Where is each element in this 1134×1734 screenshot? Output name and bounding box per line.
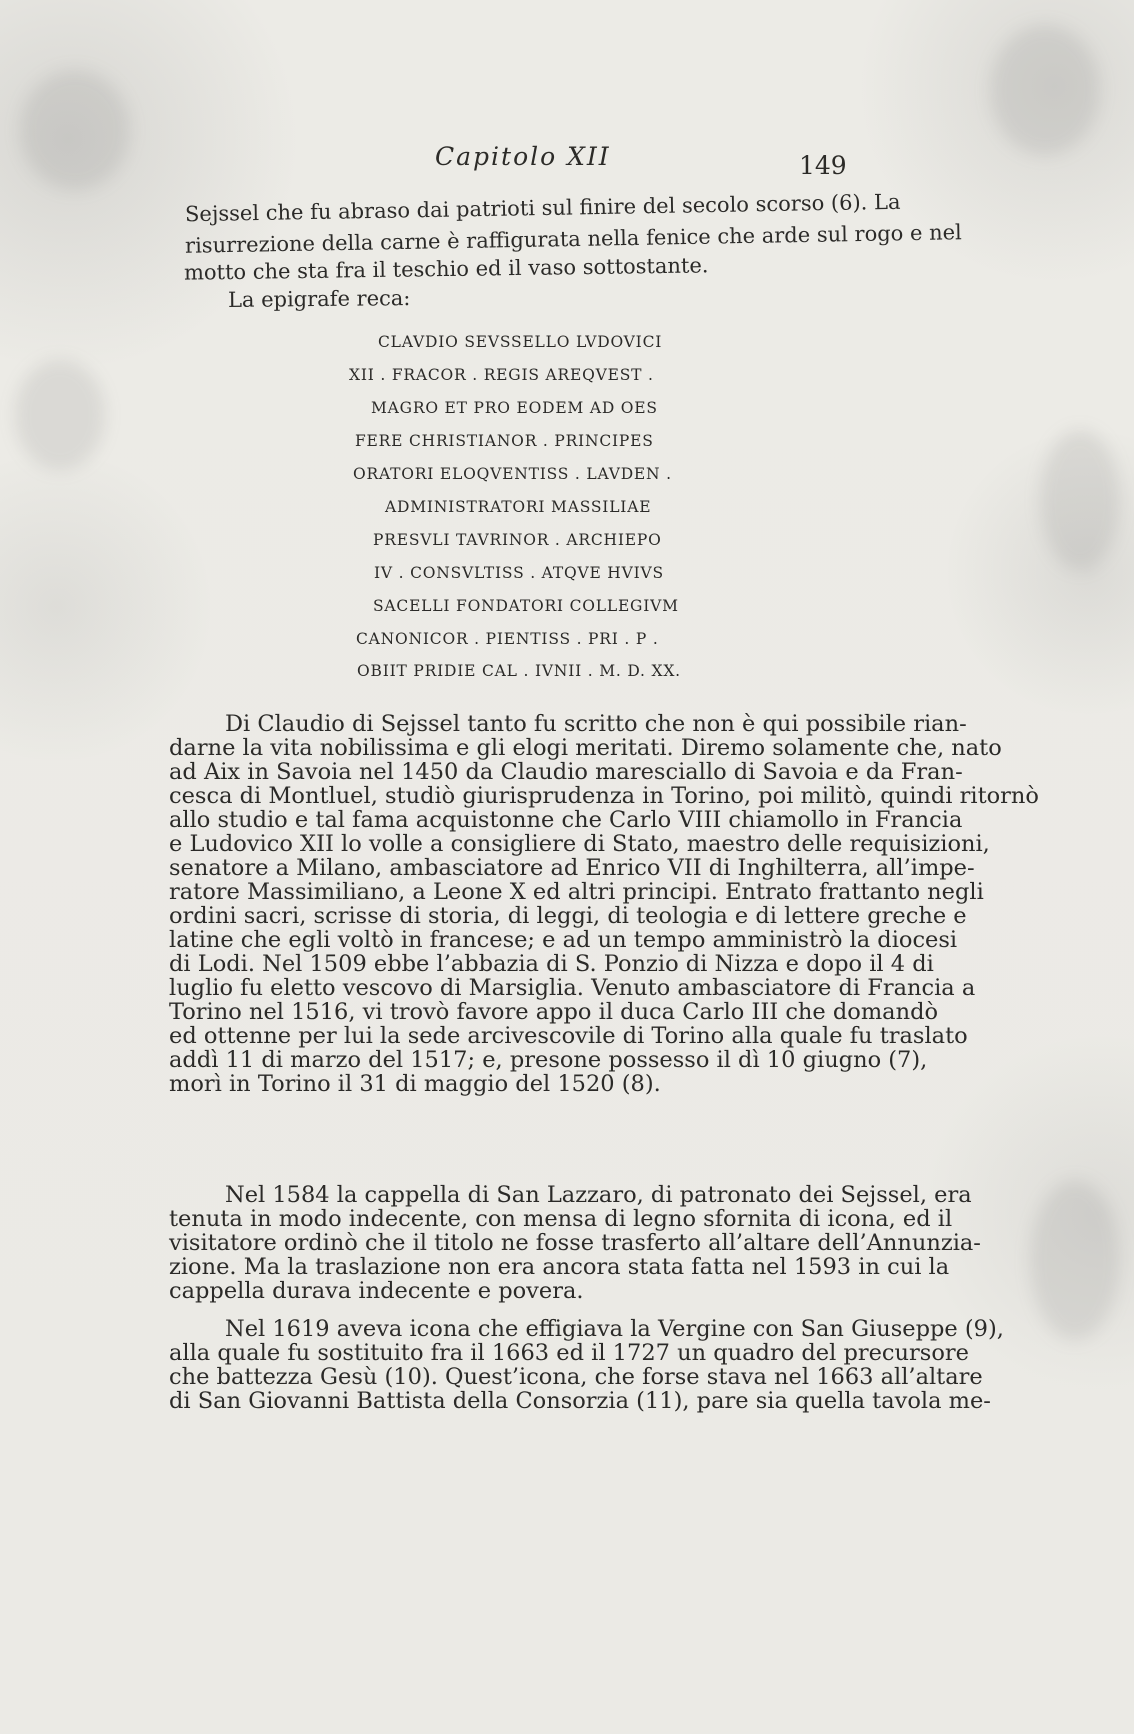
paragraph-line: senatore a Milano, ambasciatore ad Enrico VII di Inghilterra, all’impe- — [169, 855, 975, 881]
paragraph-line: addì 11 di marzo del 1517; e, presone possesso il dì 10 giugno (7), — [169, 1047, 928, 1073]
paragraph-line: morì in Torino il 31 di maggio del 1520 (8). — [169, 1071, 661, 1097]
inscription-line: CANONICOR . PIENTISS . PRI . P . — [356, 630, 659, 648]
intro-line: La epigrafe reca: — [227, 286, 411, 312]
page-number: 149 — [799, 151, 847, 180]
paragraph-line: luglio fu eletto vescovo di Marsiglia. Venuto ambasciatore di Francia a — [169, 975, 976, 1001]
paragraph-line: zione. Ma la traslazione non era ancora stata fatta nel 1593 in cui la — [169, 1254, 950, 1280]
paragraph-line: ed ottenne per lui la sede arcivescovile di Torino alla quale fu traslato — [169, 1023, 968, 1049]
intro-line: Sejssel che fu abraso dai patrioti sul finire del secolo scorso (6). La — [184, 189, 901, 227]
paragraph-line: di San Giovanni Battista della Consorzia (11), pare sia quella tavola me- — [169, 1388, 991, 1414]
paragraph-line: ad Aix in Savoia nel 1450 da Claudio maresciallo di Savoia e da Fran- — [169, 759, 963, 785]
inscription-line: SACELLI FONDATORI COLLEGIVM — [373, 597, 679, 615]
paragraph-line: Nel 1619 aveva icona che effigiava la Vergine con San Giuseppe (9), — [225, 1316, 1004, 1342]
paragraph-line: tenuta in modo indecente, con mensa di legno sfornita di icona, ed il — [169, 1206, 953, 1232]
paragraph-line: e Ludovico XII lo volle a consigliere di Stato, maestro delle requisizioni, — [169, 831, 990, 857]
inscription-line: ORATORI ELOQVENTISS . LAVDEN . — [353, 465, 672, 483]
running-title: Capitolo XII — [435, 142, 611, 171]
paragraph-line: Nel 1584 la cappella di San Lazzaro, di patronato dei Sejssel, era — [225, 1182, 972, 1208]
paragraph-line: Di Claudio di Sejssel tanto fu scritto che non è qui possibile rian- — [225, 711, 967, 737]
paragraph-line: ratore Massimiliano, a Leone X ed altri principi. Entrato frattanto negli — [169, 879, 984, 905]
paragraph-line: ordini sacri, scrisse di storia, di leggi, di teologia e di lettere greche e — [169, 903, 967, 929]
inscription-line: IV . CONSVLTISS . ATQVE HVIVS — [374, 564, 664, 582]
inscription-line: PRESVLI TAVRINOR . ARCHIEPO — [373, 531, 662, 549]
inscription-line: OBIIT PRIDIE CAL . IVNII . M. D. XX. — [357, 662, 681, 680]
paragraph-line: di Lodi. Nel 1509 ebbe l’abbazia di S. Ponzio di Nizza e dopo il 4 di — [169, 951, 934, 977]
intro-line: risurrezione della carne è raffigurata nella fenice che arde sul rogo e nel — [184, 220, 962, 258]
inscription-line: CLAVDIO SEVSSELLO LVDOVICI — [378, 333, 663, 351]
paragraph-line: alla quale fu sostituito fra il 1663 ed il 1727 un quadro del precursore — [169, 1340, 969, 1366]
inscription-line: ADMINISTRATORI MASSILIAE — [385, 498, 652, 516]
paragraph-line: Torino nel 1516, vi trovò favore appo il duca Carlo III che domandò — [169, 999, 939, 1025]
paragraph-line: cappella durava indecente e povera. — [169, 1278, 584, 1304]
paragraph-line: cesca di Montluel, studiò giurisprudenza in Torino, poi militò, quindi ritornò — [169, 783, 1039, 809]
paragraph-line: darne la vita nobilissima e gli elogi meritati. Diremo solamente che, nato — [169, 735, 1002, 761]
paragraph-line: latine che egli voltò in francese; e ad un tempo amministrò la diocesi — [169, 927, 958, 953]
inscription-line: FERE CHRISTIANOR . PRINCIPES — [355, 432, 654, 450]
inscription-line: MAGRO ET PRO EODEM AD OES — [371, 399, 658, 417]
intro-line: motto che sta fra il teschio ed il vaso sottostante. — [183, 253, 709, 285]
paragraph-line: che battezza Gesù (10). Quest’icona, che forse stava nel 1663 all’altare — [169, 1364, 983, 1390]
paragraph-line: allo studio e tal fama acquistonne che Carlo VIII chiamollo in Francia — [169, 807, 963, 833]
inscription-line: XII . FRACOR . REGIS AREQVEST . — [349, 366, 654, 384]
paragraph-line: visitatore ordinò che il titolo ne fosse trasferto all’altare dell’Annunzia- — [169, 1230, 981, 1256]
